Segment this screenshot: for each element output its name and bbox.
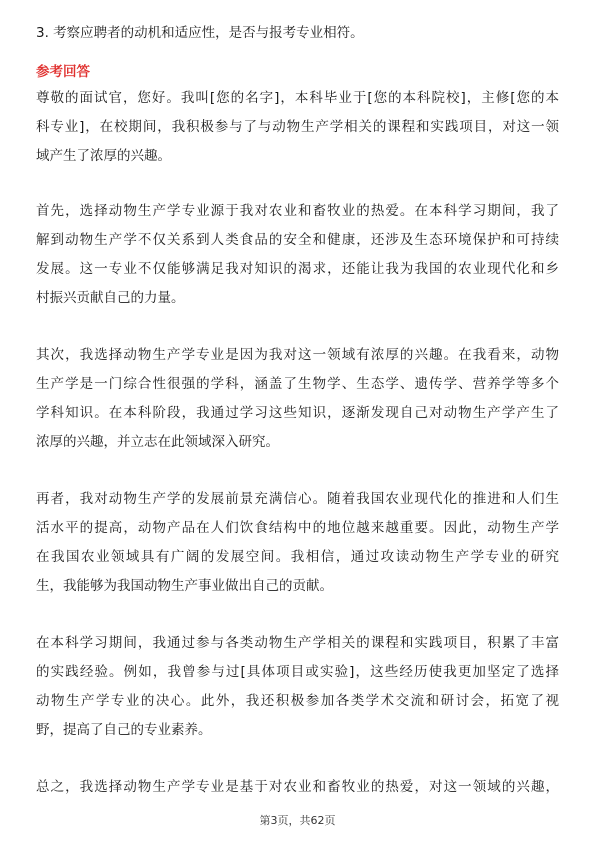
paragraph-line: 首先，选择动物生产学专业源于我对农业和畜牧业的热爱。在本科学习期间，我了 [36,203,559,219]
paragraph-line: 解到动物生产学不仅关系到人类食品的安全和健康，还涉及生态环境保护和可持续 [36,232,559,248]
paragraph-line: 学科知识。在本科阶段，我通过学习这些知识，逐渐发现自己对动物生产学产生了 [36,405,559,421]
paragraph-line: 的实践经验。例如，我曾参与过[具体项目或实验]，这些经历使我更加坚定了选择 [36,664,559,680]
paragraph-line: 尊敬的面试官，您好。我叫[您的名字]，本科毕业于[您的本科院校]，主修[您的本 [36,90,559,106]
paragraph-first-reason [36,197,559,313]
paragraph-line: 村振兴贡献自己的力量。 [36,290,185,306]
paragraph-line: 再者，我对动物生产学的发展前景充满信心。随着我国农业现代化的推进和人们生 [36,491,559,507]
page-number-footer: 第3页，共62页 [259,814,336,827]
paragraph-line: 其次，我选择动物生产学专业是因为我对这一领域有浓厚的兴趣。在我看来，动物 [36,347,559,363]
paragraph-second-reason [36,341,559,457]
paragraph-line: 域产生了浓厚的兴趣。 [36,148,171,164]
paragraph-conclusion [36,773,559,802]
paragraph-line: 科专业]，在校期间，我积极参与了与动物生产学相关的课程和实践项目，对这一领 [36,119,559,135]
paragraph-line: 总之，我选择动物生产学专业是基于对农业和畜牧业的热爱，对这一领域的兴趣， [36,779,559,795]
paragraph-line: 生产学是一门综合性很强的学科，涵盖了生物学、生态学、遗传学、营养学等多个 [36,376,559,392]
paragraph-line: 在本科学习期间，我通过参与各类动物生产学相关的课程和实践项目，积累了丰富 [36,635,559,651]
paragraph-line: 动物生产学专业的决心。此外，我还积极参加各类学术交流和研讨会，拓宽了视 [36,693,559,709]
paragraph-line: 浓厚的兴趣，并立志在此领域深入研究。 [36,434,279,450]
paragraph-line: 活水平的提高，动物产品在人们饮食结构中的地位越来越重要。因此，动物生产学 [36,520,559,536]
paragraph-line: 野，提高了自己的专业素养。 [36,722,212,738]
paragraph-line: 发展。这一专业不仅能够满足我对知识的渴求，还能让我为我国的农业现代化和乡 [36,261,559,277]
paragraph-experience [36,629,559,745]
answer-heading: 参考回答 [36,64,90,80]
question-heading: 3. 考察应聘者的动机和适应性，是否与报考专业相符。 [36,25,364,41]
paragraph-intro [36,84,559,171]
paragraph-third-reason [36,485,559,601]
paragraph-line: 生，我能够为我国动物生产事业做出自己的贡献。 [36,578,333,594]
paragraph-line: 在我国农业领域具有广阔的发展空间。我相信，通过攻读动物生产学专业的研究 [36,549,559,565]
